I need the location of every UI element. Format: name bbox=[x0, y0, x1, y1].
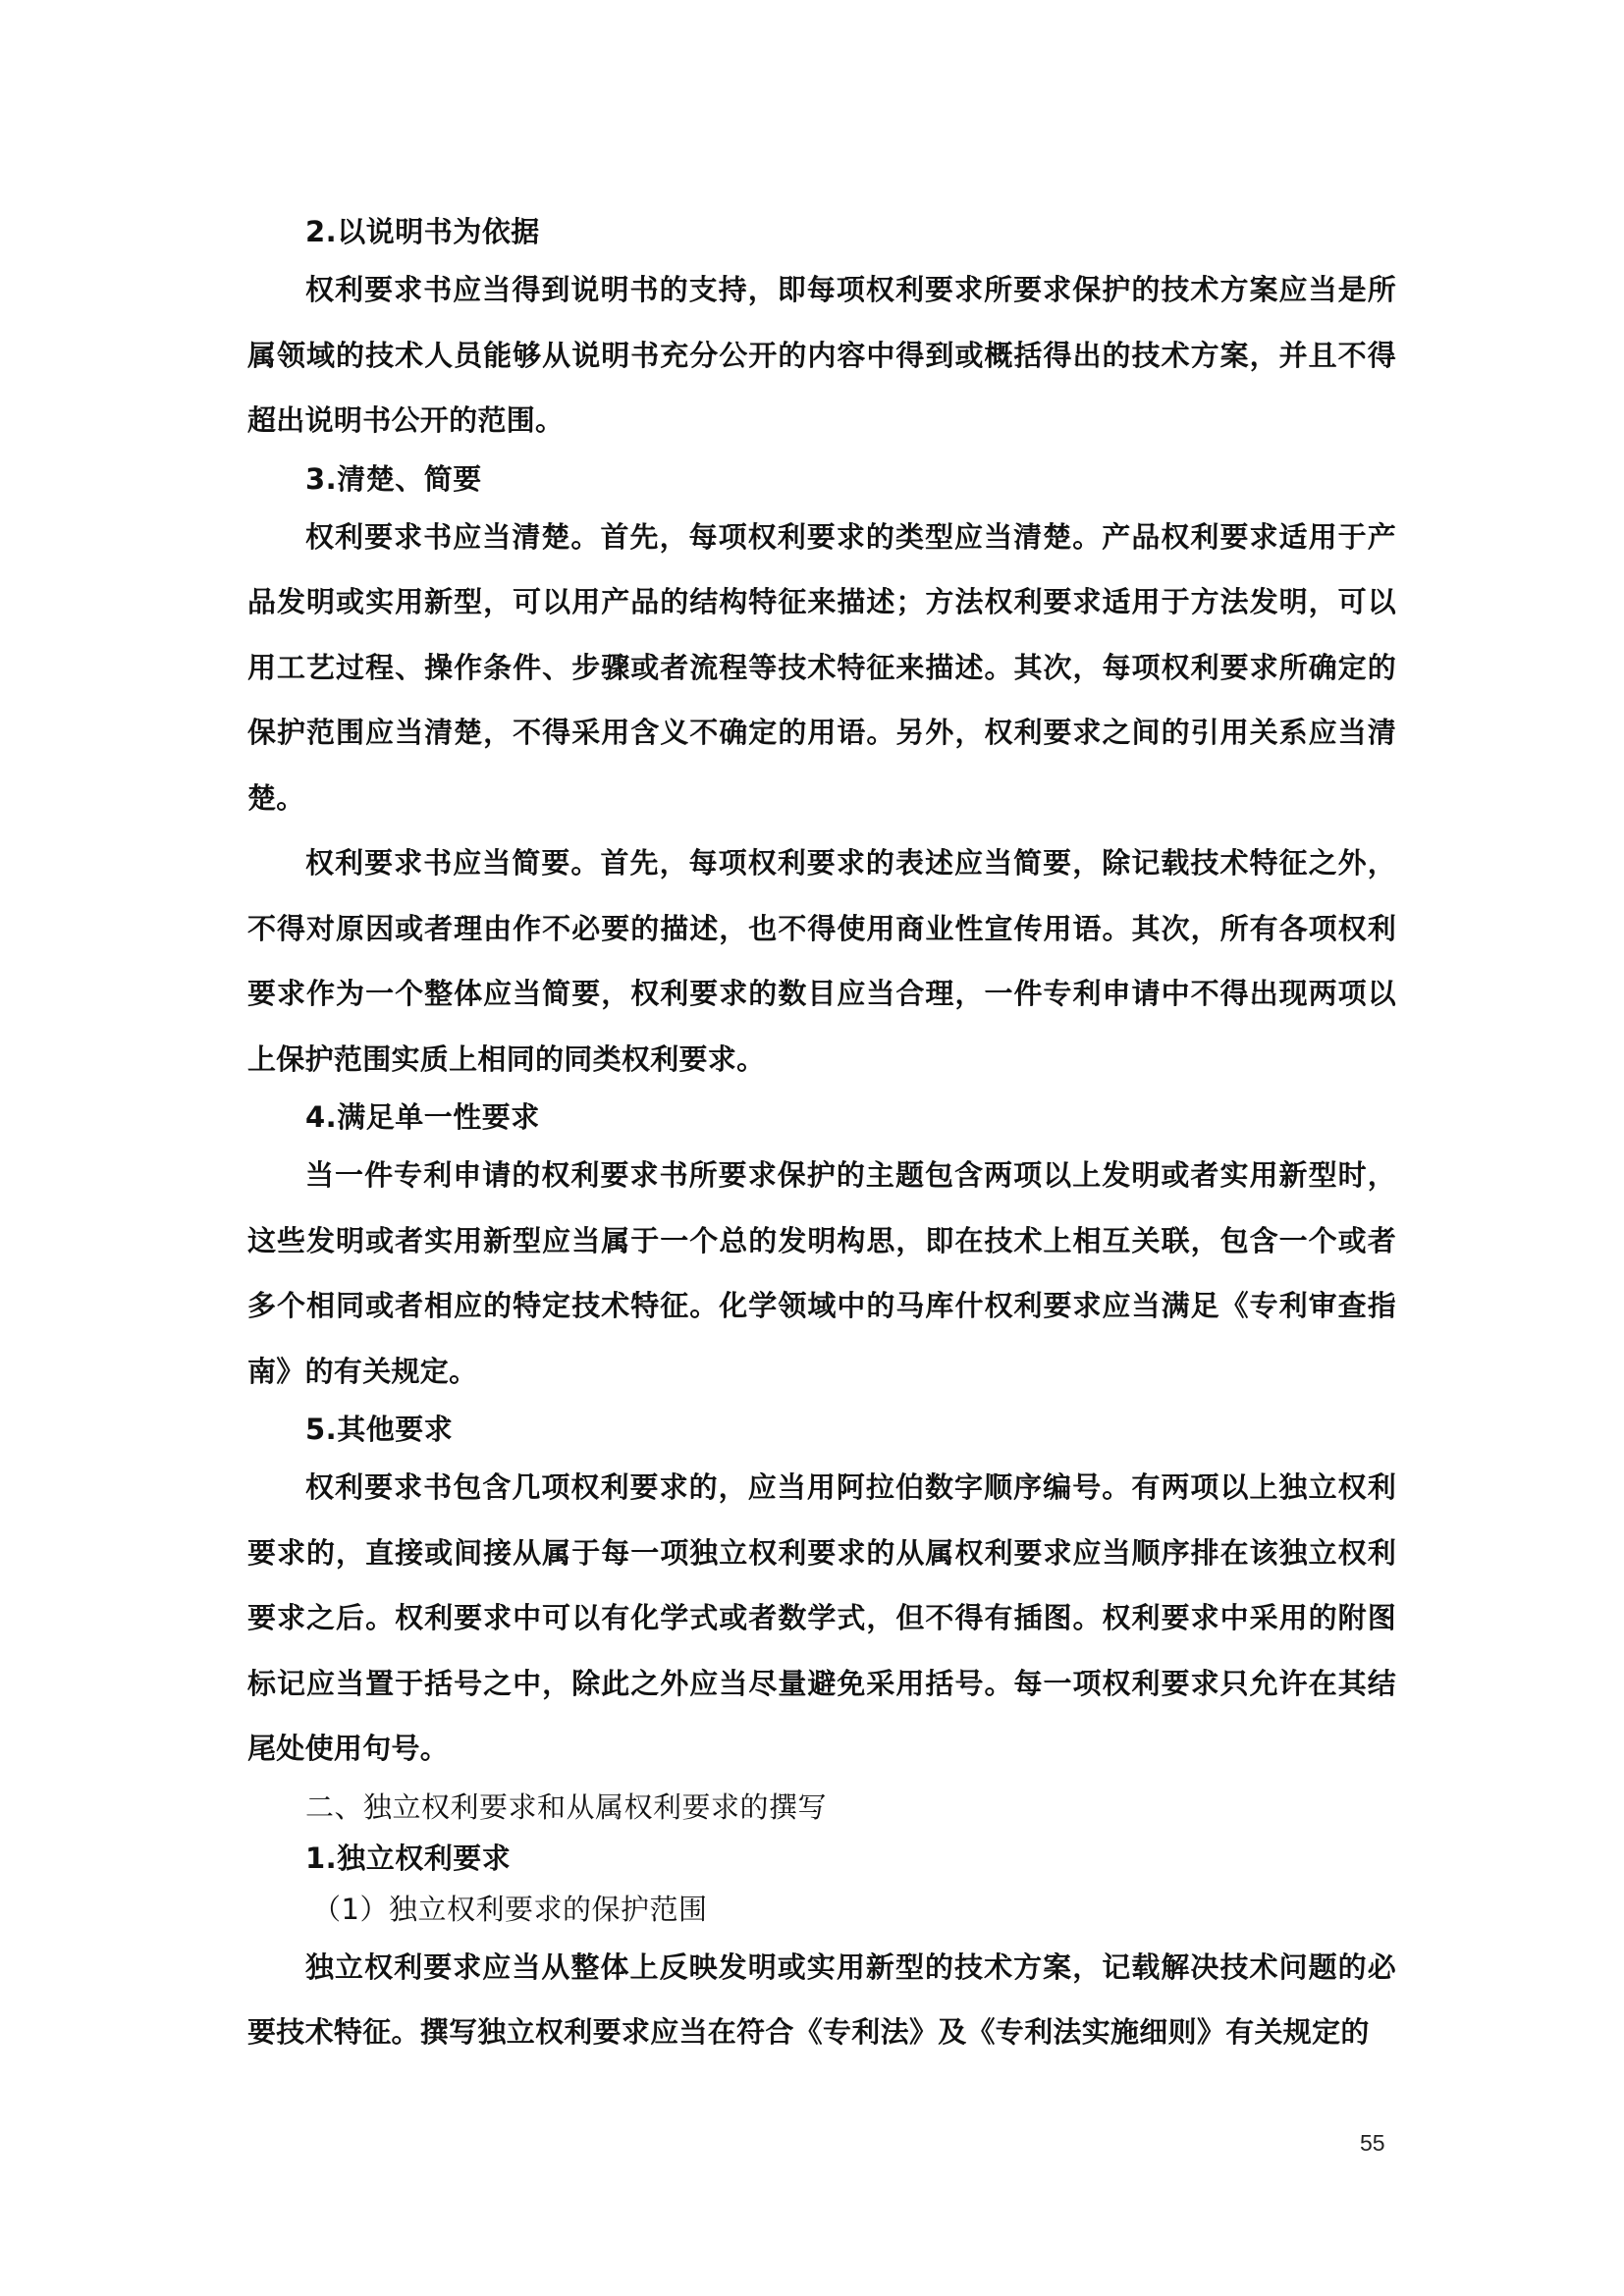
section-heading: 4.满足单一性要求 bbox=[305, 1100, 540, 1134]
section-heading: 5.其他要求 bbox=[305, 1413, 454, 1446]
document-body bbox=[247, 206, 1396, 2065]
section-heading: 2.以说明书为依据 bbox=[305, 215, 540, 248]
chapter-heading: 二、独立权利要求和从属权利要求的撰写 bbox=[305, 1789, 828, 1824]
paragraph: 权利要求书包含几项权利要求的，应当用阿拉伯数字顺序编号。有两项以上独立权利要求的，直接或间接从属于每一项独立权利要求的从属权利要求应当顺序排在该独立权利要求之后。权利要求中可以有化学式或者数学式，但不得有插图。权利要求中采用的附图标记应当置于括号之中，除此之外应当尽量避免采用括号。每一项权利要求只允许在其结尾处使用句号。 bbox=[247, 1470, 1396, 1765]
page-number: 55 bbox=[1360, 2130, 1385, 2156]
paragraph: 权利要求书应当简要。首先，每项权利要求的表述应当简要，除记载技术特征之外，不得对原因或者理由作不必要的描述，也不得使用商业性宣传用语。其次，所有各项权利要求作为一个整体应当简要，权利要求的数目应当合理，一件专利申请中不得出现两项以上保护范围实质上相同的同类权利要求。 bbox=[247, 846, 1396, 1076]
subsection-heading: （1）独立权利要求的保护范围 bbox=[312, 1892, 708, 1926]
section-heading: 1.独立权利要求 bbox=[305, 1841, 512, 1875]
paragraph: 当一件专利申请的权利要求书所要求保护的主题包含两项以上发明或者实用新型时，这些发明或者实用新型应当属于一个总的发明构思，即在技术上相互关联，包含一个或者多个相同或者相应的特定技术特征。化学领域中的马库什权利要求应当满足《专利审查指南》的有关规定。 bbox=[247, 1158, 1396, 1388]
paragraph: 独立权利要求应当从整体上反映发明或实用新型的技术方案，记载解决技术问题的必要技术特征。撰写独立权利要求应当在符合《专利法》及《专利法实施细则》有关规定的 bbox=[247, 1949, 1396, 2049]
paragraph: 权利要求书应当清楚。首先，每项权利要求的类型应当清楚。产品权利要求适用于产品发明或实用新型，可以用产品的结构特征来描述；方法权利要求适用于方法发明，可以用工艺过程、操作条件、步骤或者流程等技术特征来描述。其次，每项权利要求所确定的保护范围应当清楚，不得采用含义不确定的用语。另外，权利要求之间的引用关系应当清楚。 bbox=[247, 519, 1396, 815]
paragraph: 权利要求书应当得到说明书的支持，即每项权利要求所要求保护的技术方案应当是所属领域的技术人员能够从说明书充分公开的内容中得到或概括得出的技术方案，并且不得超出说明书公开的范围。 bbox=[247, 273, 1396, 437]
section-heading: 3.清楚、简要 bbox=[305, 461, 482, 496]
